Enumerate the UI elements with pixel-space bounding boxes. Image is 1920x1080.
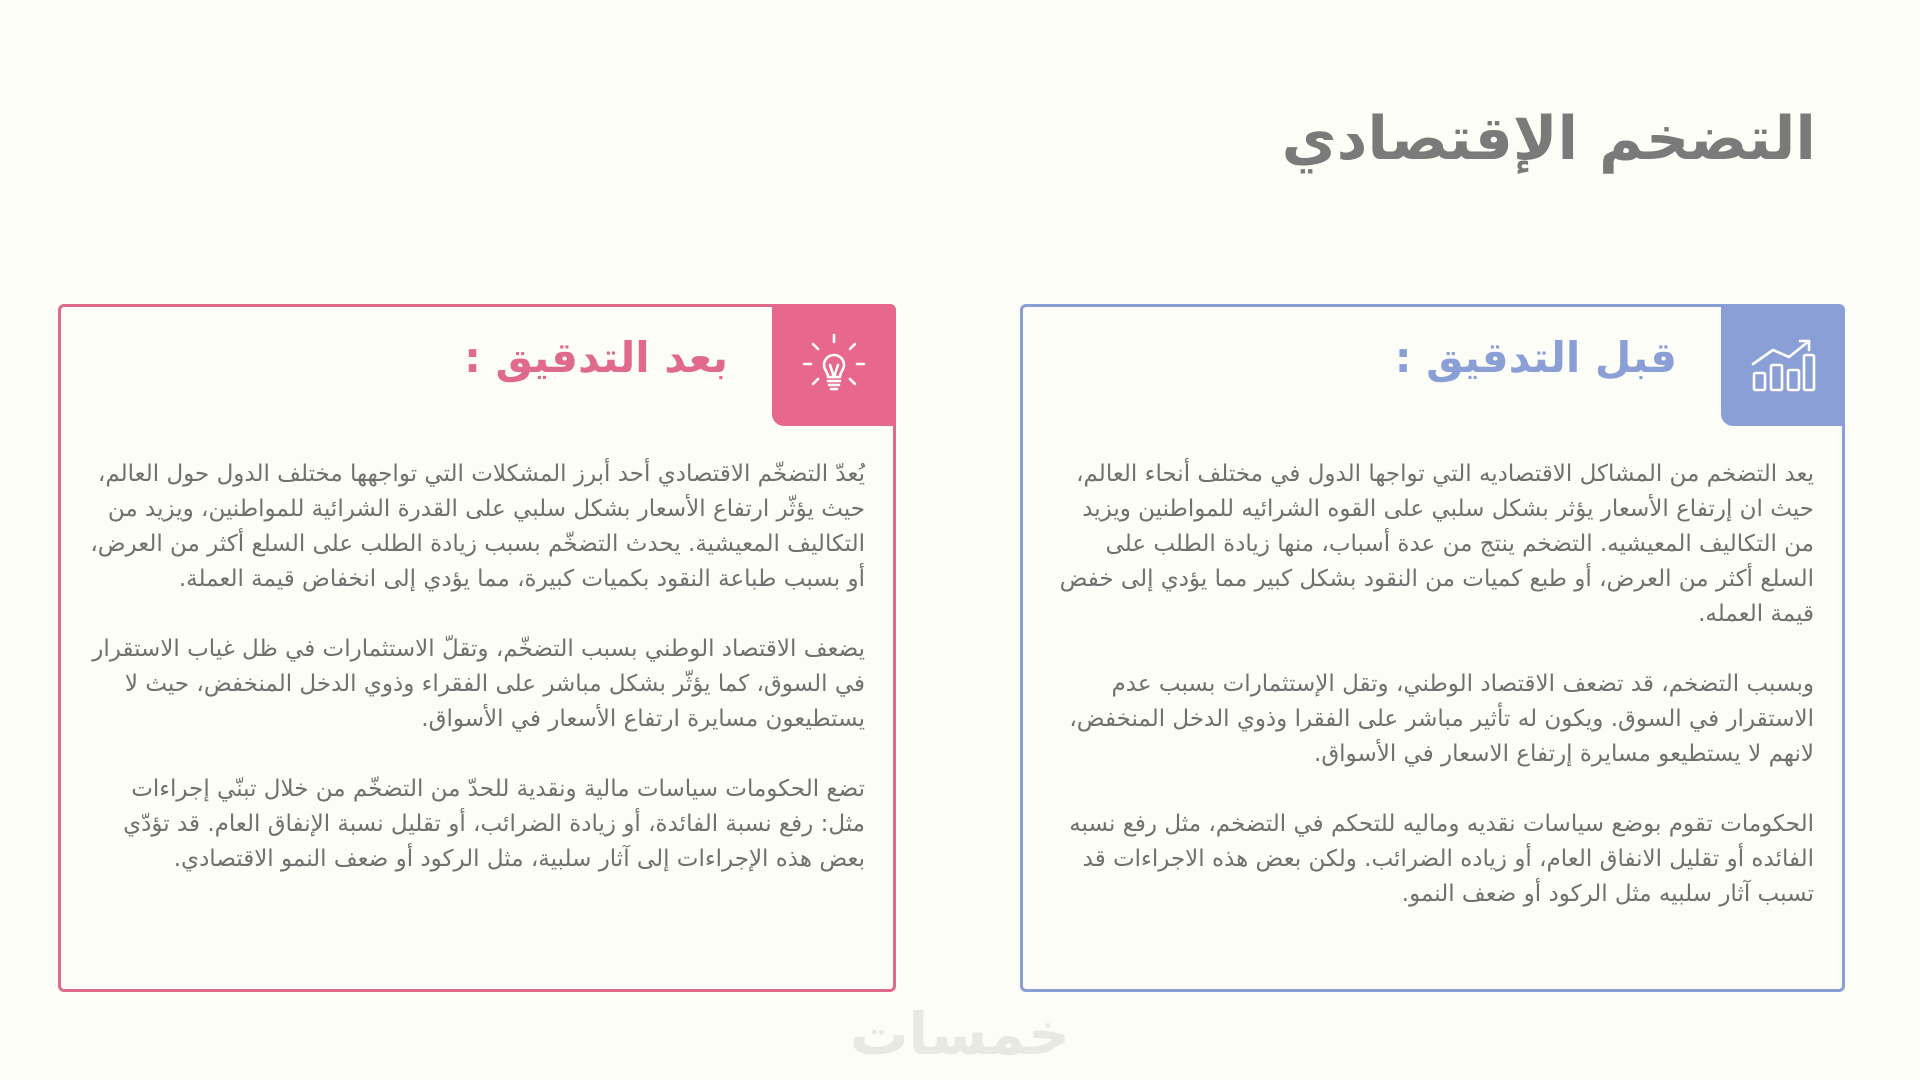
before-audit-body (1051, 457, 1814, 912)
bar-chart-icon (1749, 337, 1817, 393)
after-paragraph: تضع الحكومات سياسات مالية ونقدية للحدّ من التضخّم من خلال تبنّي إجراءات مثل: رفع نسبة الفائدة، أو زيادة الضرائب، أو تقليل نسبة الإنفاق العام. قد تؤدّي بعض هذه الإجراءات إلى آثار سلبية، مثل الركود أو ضعف النمو الاقتصادي. (123, 776, 865, 872)
lightbulb-icon-box (772, 304, 896, 426)
lightbulb-icon (800, 331, 868, 399)
before-paragraph: يعد التضخم من المشاكل الاقتصاديه التي تواجها الدول في مختلف أنحاء العالم، حيث ان إرتفاع الأسعار يؤثر بشكل سلبي على القوه الشرائيه للمواطنين ويزيد من التكاليف المعيشيه. التضخم ينتج من عدة أسباب، منها زيادة الطلب على السلع أكثر من العرض، أو طبع كميات من النقود بشكل كبير مما يؤدي إلى خفض قيمة العمله. (1059, 461, 1814, 627)
after-audit-heading: بعد التدقيق : (464, 333, 728, 382)
page-title: التضخم الإقتصادي (1281, 104, 1816, 174)
bar-chart-icon-box (1721, 304, 1845, 426)
after-audit-card (58, 304, 896, 992)
after-audit-body (89, 457, 865, 877)
before-paragraph: وبسبب التضخم، قد تضعف الاقتصاد الوطني، وتقل الإستثمارات بسبب عدم الاستقرار في السوق. ويكون له تأثير مباشر على الفقرا وذوي الدخل المنخفض، لانهم لا يستطيعو مسايرة إرتفاع الاسعار في الأسواق. (1069, 671, 1814, 767)
before-paragraph: الحكومات تقوم بوضع سياسات نقديه وماليه للتحكم في التضخم، مثل رفع نسبه الفائده أو تقليل الانفاق العام، أو زياده الضرائب. ولكن بعض هذه الاجراءات قد تسبب آثار سلبيه مثل الركود أو ضعف النمو. (1069, 811, 1814, 907)
before-audit-heading: قبل التدقيق : (1394, 333, 1677, 382)
after-paragraph: يضعف الاقتصاد الوطني بسبب التضخّم، وتقلّ الاستثمارات في ظل غياب الاستقرار في السوق، كما يؤثّر بشكل مباشر على الفقراء وذوي الدخل المنخفض، حيث لا يستطيعون مسايرة ارتفاع الأسعار في الأسواق. (92, 636, 865, 732)
after-paragraph: يُعدّ التضخّم الاقتصادي أحد أبرز المشكلات التي تواجهها مختلف الدول حول العالم، حيث يؤثّر ارتفاع الأسعار بشكل سلبي على القدرة الشرائية للمواطنين، ويزيد من التكاليف المعيشية. يحدث التضخّم بسبب زيادة الطلب على السلع أكثر من العرض، أو بسبب طباعة النقود بكميات كبيرة، مما يؤدي إلى انخفاض قيمة العملة. (90, 461, 865, 592)
watermark-logo: خمسات (850, 1000, 1070, 1068)
before-audit-card (1020, 304, 1845, 992)
